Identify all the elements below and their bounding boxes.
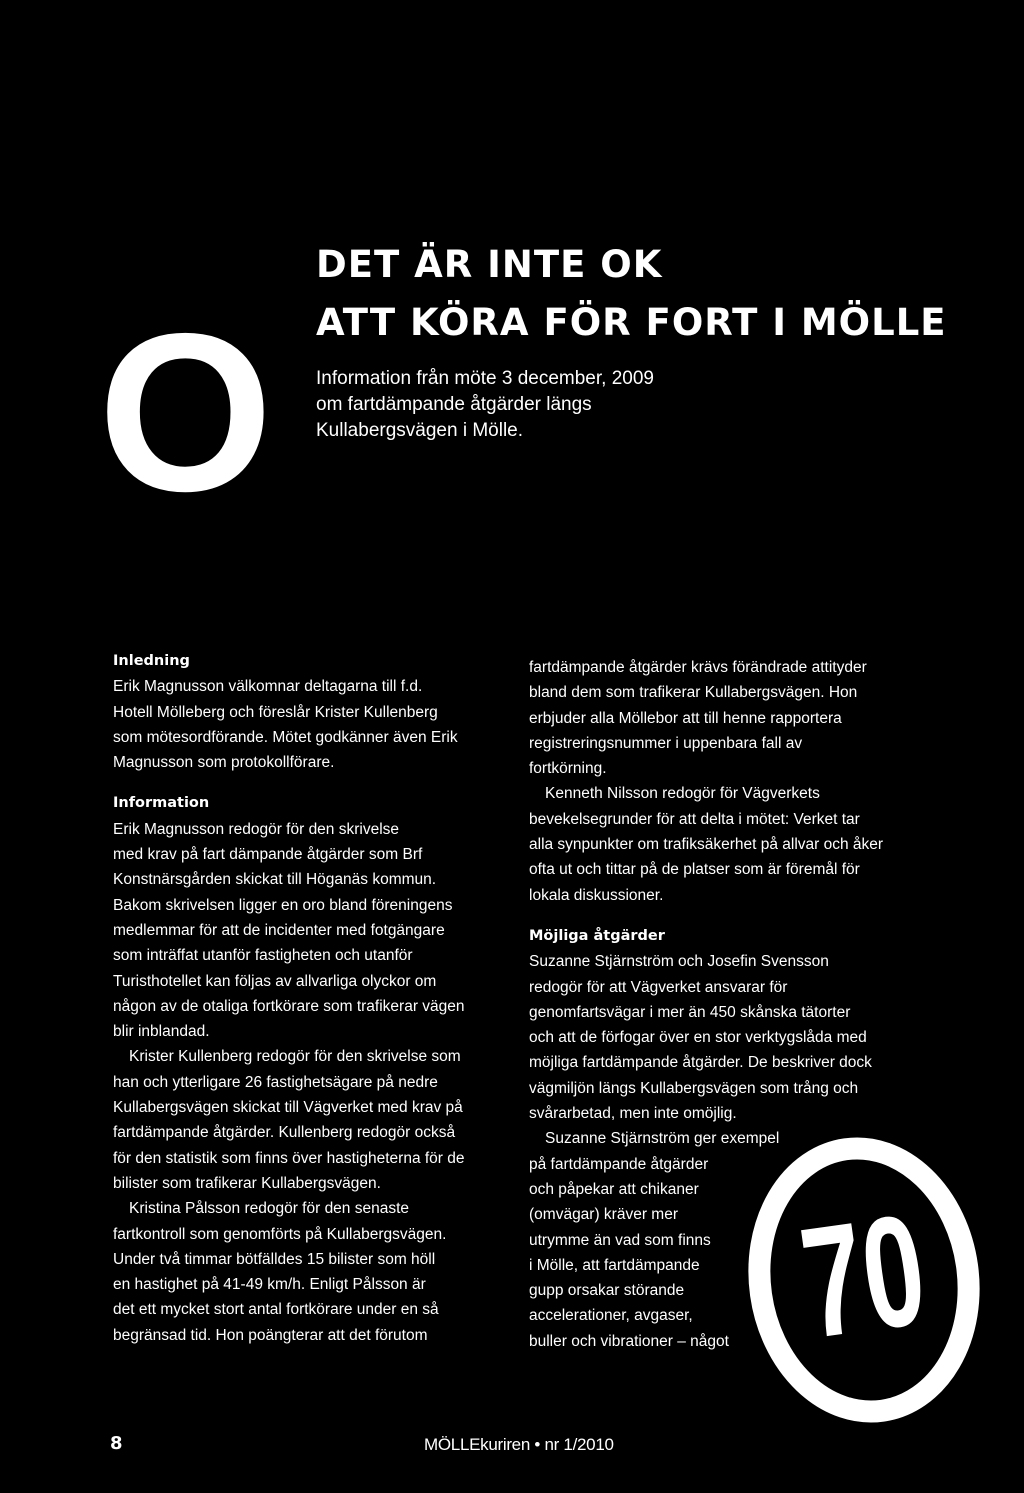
text-line: Kristina Pålsson redogör för den senaste [129,1200,410,1218]
text-line: med krav på fart dämpande åtgärder som Brf [113,846,423,864]
text-line: Erik Magnusson välkomnar deltagarna till f.d. [113,678,423,696]
text-line: buller och vibrationer – något [529,1332,729,1350]
text-line: svårarbetad, men inte omöjlig. [529,1105,737,1123]
text-line: alla synpunkter om trafiksäkerhet på allvar och åker [529,836,884,854]
text-line: registreringsnummer i uppenbara fall av [529,734,803,752]
text-line: utrymme än vad som finns [529,1231,711,1249]
text-line: medlemmar för att de incidenter med fotgängare [113,921,445,939]
text-line: som mötesordförande. Mötet godkänner även Erik [113,728,458,746]
text-line: Suzanne Stjärnström ger exempel [545,1130,780,1148]
intro-line: Information från möte 3 december, 2009 [316,368,654,389]
text-line: gupp orsakar störande [529,1282,685,1300]
text-line: fartkontroll som genomförts på Kullabergsvägen. [113,1225,447,1243]
title-line-2: ATT KÖRA FÖR FORT I MÖLLE [316,301,947,344]
text-line: som inträffat utanför fastigheten och utanför [113,947,413,965]
text-line: Erik Magnusson redogör för den skrivelse [113,820,400,838]
text-line: och påpekar att chikaner [529,1180,699,1198]
text-line: Krister Kullenberg redogör för den skrivelse som [129,1048,461,1066]
section-heading-information: Information [113,795,210,812]
text-line: blir inblandad. [113,1023,210,1041]
text-line: lokala diskussioner. [529,886,664,904]
text-line: Under två timmar bötfälldes 15 bilister som höll [113,1250,436,1268]
text-line: bland dem som trafikerar Kullabergsvägen. Hon [529,684,858,702]
zero-graphic: O [98,286,274,538]
text-line: en hastighet på 41-49 km/h. Enligt Pålsson är [113,1276,426,1294]
text-line: för den statistik som finns över hastigheterna för de [113,1149,465,1167]
text-line: det ett mycket stort antal fortkörare under en så [113,1301,439,1319]
publication-footer: MÖLLEkuriren • nr 1/2010 [424,1435,614,1454]
text-line: Konstnärsgården skickat till Höganäs kommun. [113,871,437,889]
section-heading-inledning: Inledning [113,653,190,669]
text-line: (omvägar) kräver mer [529,1206,678,1224]
text-line: i Mölle, att fartdämpande [529,1256,700,1274]
text-line: fartdämpande åtgärder krävs förändrade attityder [529,659,867,676]
sign-number: 70 [791,1180,936,1372]
intro-line: om fartdämpande åtgärder längs [316,394,592,415]
text-line: fortkörning. [529,760,607,778]
text-line: Suzanne Stjärnström och Josefin Svensson [529,953,829,971]
text-line: erbjuder alla Möllebor att till henne rapportera [529,709,842,727]
section-heading-mojliga-atgarder: Möjliga åtgärder [529,927,665,944]
text-line: han och ytterligare 26 fastighetsägare på nedre [113,1073,438,1091]
text-line: Kenneth Nilsson redogör för Vägverkets [545,785,820,803]
text-line: på fartdämpande åtgärder [529,1155,709,1173]
text-line: ofta ut och tittar på de platser som är föremål för [529,861,860,879]
title-line-1: DET ÄR INTE OK [316,243,663,286]
text-line: fartdämpande åtgärder. Kullenberg redogör också [113,1124,456,1142]
text-line: bevekelsegrunder för att delta i mötet: Verket tar [529,810,860,828]
text-line: bilister som trafikerar Kullabergsvägen. [113,1174,381,1192]
intro-line: Kullabergsvägen i Mölle. [316,420,524,441]
speed-limit-sign-70 [729,1120,999,1439]
text-line: och att de förfogar över en stor verktygslåda med [529,1029,867,1047]
text-line: möjliga fartdämpande åtgärder. De beskriver dock [529,1054,872,1072]
text-line: begränsad tid. Hon poängterar att det förutom [113,1326,428,1344]
text-line: Hotell Mölleberg och föreslår Krister Kullenberg [113,703,438,721]
text-line: genomfartsvägar i mer än 450 skånska tätorter [529,1003,851,1021]
text-line: Magnusson som protokollförare. [113,754,335,772]
text-line: någon av de otaliga fortkörare som trafikerar vägen [113,997,465,1015]
text-line: vägmiljön längs Kullabergsvägen som trång och [529,1079,859,1097]
text-line: Turisthotellet kan följas av allvarliga olyckor om [113,972,437,990]
article-title [316,236,947,352]
page-number: 8 [110,1433,123,1454]
text-line: Kullabergsvägen skickat till Vägverket med krav på [113,1099,463,1117]
left-column [113,649,493,1348]
text-line: redogör för att Vägverket ansvarar för [529,978,788,996]
article-intro [316,366,736,444]
text-line: Bakom skrivelsen ligger en oro bland föreningens [113,896,453,914]
text-line: accelerationer, avgaser, [529,1307,693,1325]
